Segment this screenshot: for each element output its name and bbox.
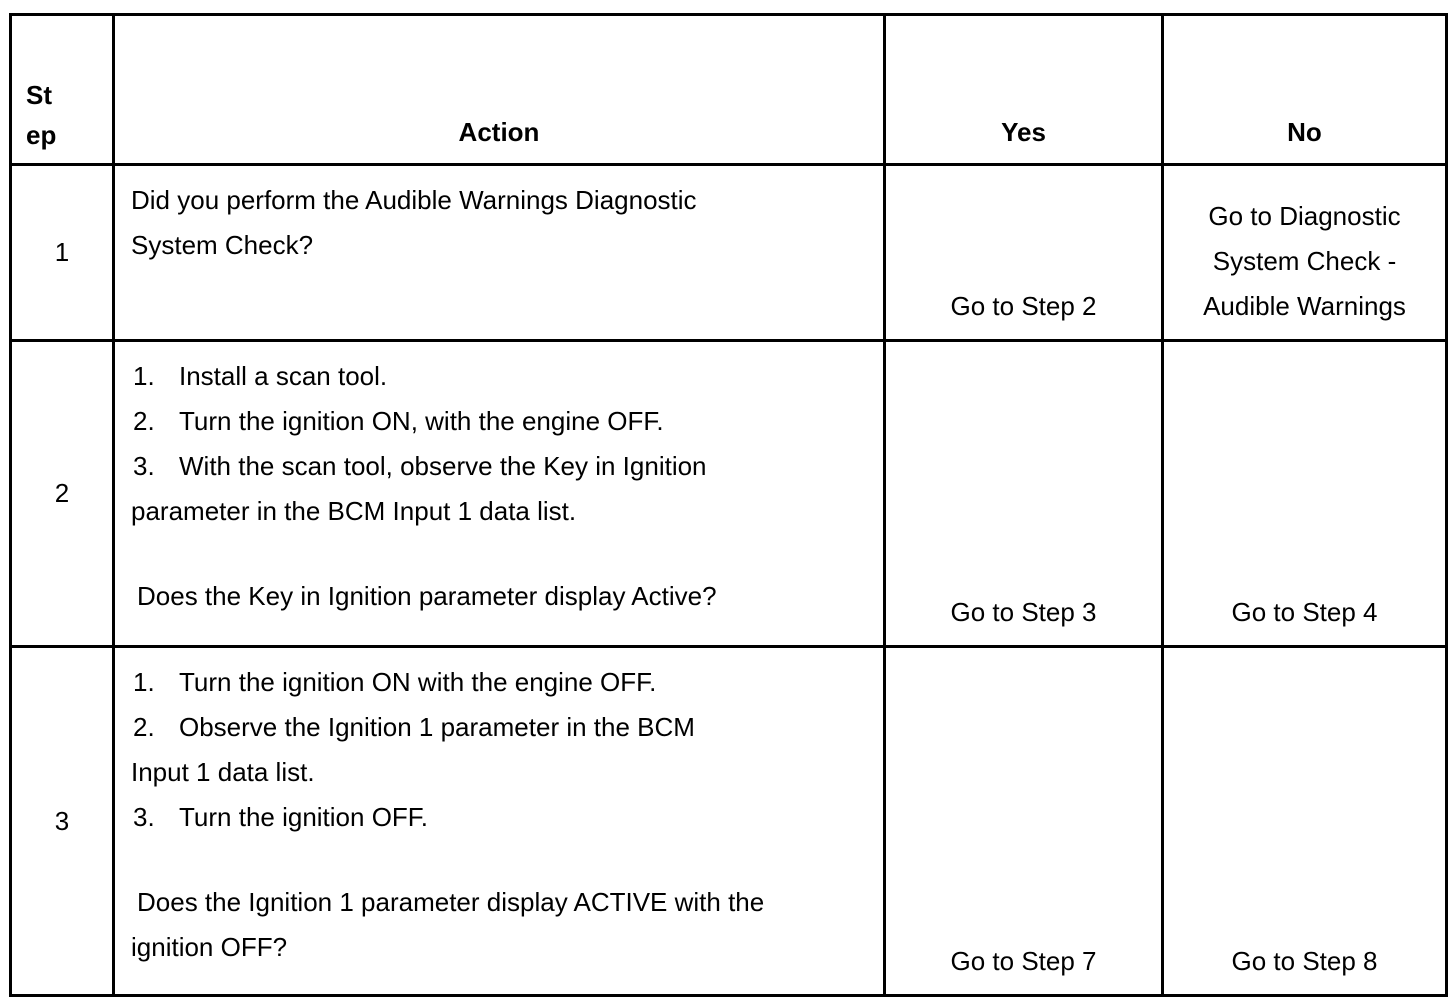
yes-column-header: Yes <box>885 15 1163 165</box>
diagnostic-table-container <box>9 13 1445 976</box>
spacer <box>131 840 883 880</box>
list-item-number: 1. <box>133 667 155 697</box>
list-item-text: Turn the ignition ON, with the engine OFF. <box>179 406 664 436</box>
action-cell <box>114 341 885 647</box>
no-result-line: Go to Diagnostic <box>1208 201 1401 231</box>
yes-result: Go to Step 2 <box>950 291 1097 321</box>
table-header-row <box>11 15 1447 165</box>
list-item <box>131 399 883 444</box>
yes-cell <box>885 341 1163 647</box>
list-item-text: Turn the ignition OFF. <box>179 802 429 832</box>
step-number: 2 <box>11 341 114 647</box>
action-text: System Check? <box>131 230 314 260</box>
question-text: Does the Ignition 1 parameter display ACTIVE with the <box>137 887 765 917</box>
list-item-continuation: parameter in the BCM Input 1 data list. <box>131 496 577 526</box>
list-item-number: 3. <box>133 451 155 481</box>
list-item-text: Observe the Ignition 1 parameter in the BCM <box>179 712 695 742</box>
list-item <box>131 354 883 399</box>
table-row <box>11 165 1447 341</box>
step-header-line1: St <box>26 80 52 110</box>
no-result-line: System Check - <box>1212 246 1397 276</box>
action-cell <box>114 165 885 341</box>
yes-cell <box>885 647 1163 996</box>
action-column-header: Action <box>114 15 885 165</box>
question-text: Does the Key in Ignition parameter display Active? <box>137 581 717 611</box>
list-item-number: 2. <box>133 406 155 436</box>
no-column-header: No <box>1163 15 1447 165</box>
step-number: 3 <box>11 647 114 996</box>
list-item-number: 1. <box>133 361 155 391</box>
table-row <box>11 647 1447 996</box>
list-item <box>131 795 883 840</box>
no-result-line: Audible Warnings <box>1203 291 1406 321</box>
diagnostic-table <box>9 13 1448 997</box>
spacer <box>131 534 883 574</box>
no-cell <box>1163 341 1447 647</box>
list-item <box>131 444 883 489</box>
step-number: 1 <box>11 165 114 341</box>
action-cell <box>114 647 885 996</box>
no-cell <box>1163 647 1447 996</box>
list-item-text: Install a scan tool. <box>179 361 388 391</box>
no-result: Go to Step 8 <box>1231 946 1378 976</box>
list-item <box>131 705 883 750</box>
no-cell <box>1163 165 1447 341</box>
yes-cell <box>885 165 1163 341</box>
action-text: Did you perform the Audible Warnings Diagnostic <box>131 185 697 215</box>
step-header-line2: ep <box>26 120 57 150</box>
question-text-continuation: ignition OFF? <box>131 932 288 962</box>
list-item-continuation: Input 1 data list. <box>131 757 315 787</box>
yes-result: Go to Step 3 <box>950 597 1097 627</box>
list-item-number: 3. <box>133 802 155 832</box>
list-item-text: With the scan tool, observe the Key in Ignition <box>179 451 707 481</box>
table-row <box>11 341 1447 647</box>
list-item <box>131 660 883 705</box>
list-item-text: Turn the ignition ON with the engine OFF. <box>179 667 657 697</box>
list-item-number: 2. <box>133 712 155 742</box>
yes-result: Go to Step 7 <box>950 946 1097 976</box>
step-column-header <box>11 15 114 165</box>
no-result: Go to Step 4 <box>1231 597 1378 627</box>
